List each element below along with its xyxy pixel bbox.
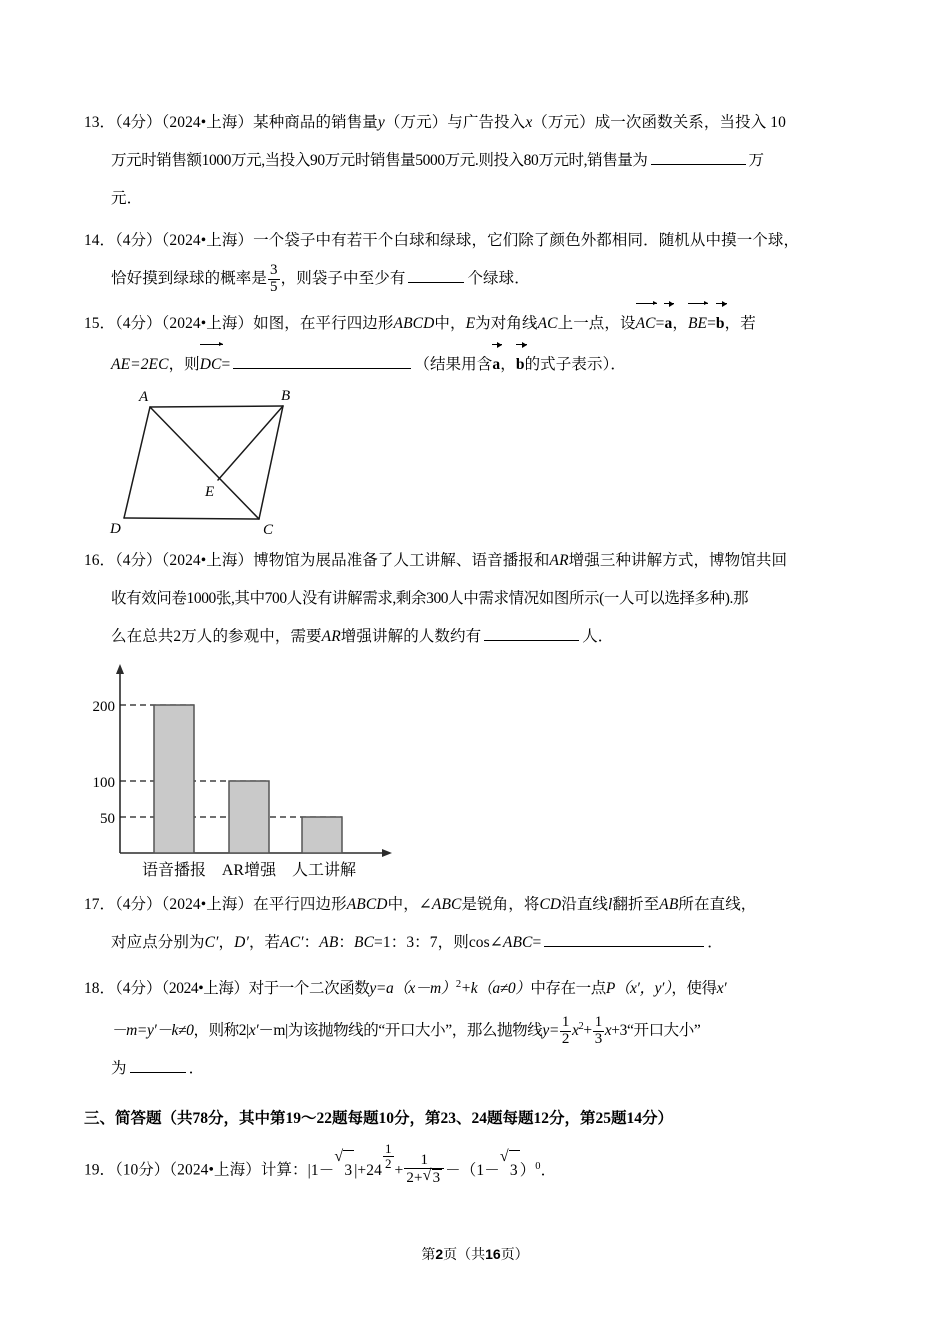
- question-15-number: 15．: [84, 315, 116, 332]
- bar-ar-enhanced: [229, 781, 269, 853]
- footer-middle: 页（共: [443, 1246, 486, 1262]
- x-label-human-guide: 人工讲解: [291, 862, 357, 879]
- question-17-colon-2: ：: [338, 934, 355, 951]
- question-18-points: （4分）: [115, 980, 162, 998]
- question-15-line-2: [84, 343, 874, 384]
- x-axis-arrow: [382, 849, 392, 857]
- vector-dc: DC: [200, 343, 222, 384]
- footer-prefix: 第: [421, 1246, 436, 1262]
- x-label-ar-enhanced: AR增强: [221, 862, 277, 879]
- question-17-line-1: [84, 886, 874, 924]
- vector-be: BE: [688, 302, 707, 343]
- question-15-text-h: 的式子表示）．: [524, 356, 627, 373]
- question-17-text-e: 翻折至: [612, 896, 660, 913]
- question-13-answer-blank[interactable]: [651, 149, 746, 165]
- question-17-answer-blank[interactable]: [544, 931, 704, 947]
- question-18-var-p: P: [605, 980, 615, 998]
- question-18-line-1: [84, 966, 874, 1008]
- question-19-number: 19．: [84, 1161, 116, 1179]
- fraction-numerator: 1: [384, 1141, 392, 1157]
- question-16-text-d: 增强讲解的人数约有: [340, 628, 482, 645]
- expr-tail: ）: [519, 1161, 536, 1179]
- question-17-text-g: 对应点分别为: [111, 934, 205, 951]
- parabola-x-2: x: [604, 1022, 612, 1040]
- question-17-points: （4分）: [115, 896, 162, 913]
- question-15-comma: ，: [672, 315, 688, 332]
- question-15-eq-2: =: [707, 315, 716, 332]
- question-15-ac: AC: [537, 315, 558, 332]
- bar-chart-svg: [84, 660, 414, 882]
- question-16-ar-2: AR: [321, 628, 341, 645]
- question-16-text-b: 增强三种讲解方式，博物馆共回: [568, 552, 788, 569]
- question-16-number: 16．: [84, 552, 116, 569]
- question-13: [84, 104, 874, 218]
- question-13-number: 13．: [84, 114, 116, 131]
- fraction-one-over-two-plus-root-three: [404, 1153, 444, 1187]
- question-14-text-b: 恰好摸到绿球的概率是: [111, 270, 268, 287]
- radicand-b: 3: [432, 1170, 441, 1187]
- question-15-text-c: 为对角线: [475, 315, 538, 332]
- fraction-denominator: 2: [561, 1030, 569, 1047]
- question-17-text-d: 沿直线: [561, 896, 609, 913]
- question-17-ab-2: AB: [319, 934, 339, 951]
- probability-fraction: [268, 263, 280, 295]
- question-16-line-3: [84, 618, 874, 656]
- question-17-d-prime: D′: [234, 934, 249, 951]
- footer-total-pages: 16: [485, 1246, 501, 1262]
- question-18-period: ．: [188, 1060, 205, 1078]
- question-17-comma-1: ，: [218, 934, 235, 951]
- question-15-condition: AE=2EC: [111, 356, 169, 373]
- parabola-plus: +: [583, 1022, 592, 1040]
- question-19-expression: [307, 1141, 557, 1187]
- question-18-cond: －m=y′－k≠0: [111, 1022, 194, 1040]
- question-19: [84, 1142, 874, 1190]
- radical-3-a: [334, 1147, 354, 1190]
- question-18-line-2: [84, 1008, 874, 1050]
- vector-ac: AC: [636, 302, 656, 343]
- question-14-text-a: 一个袋子中有若干个白球和绿球，它们除了颜色外都相同．随机从中摸一个球，: [253, 232, 800, 249]
- parabola-constant: +3: [611, 1022, 627, 1040]
- question-14-number: 14．: [84, 232, 116, 249]
- expr-plus: +: [394, 1161, 404, 1179]
- question-18-text-d: ，则称2|: [193, 1022, 249, 1040]
- question-15-eq-1: =: [655, 315, 665, 332]
- bar-human-guide: [302, 817, 342, 853]
- question-15-text-e: ，若: [724, 315, 756, 332]
- question-17-source: （2024•上海）: [161, 896, 254, 913]
- question-18-eq-y: y=a: [369, 980, 394, 998]
- denominator-prefix: 2+: [406, 1170, 423, 1187]
- question-16-text-a: 博物馆为展品准备了人工讲解、语音播报和: [253, 552, 550, 569]
- question-18-x-prime-2: x′: [248, 1022, 259, 1040]
- edge-cd: [124, 518, 259, 519]
- parallelogram-figure: [84, 386, 874, 538]
- parabola-exponent: 2: [578, 1021, 584, 1033]
- radical-sign-icon: √: [422, 1167, 432, 1185]
- question-17-abc-2: ABC: [502, 934, 533, 951]
- vertex-label-d: D: [110, 521, 121, 537]
- fraction-denominator: 3: [594, 1030, 602, 1047]
- question-18-text-g: 为: [111, 1060, 127, 1078]
- question-14-answer-blank[interactable]: [408, 267, 464, 283]
- edge-ab: [150, 406, 283, 407]
- question-13-text-b: （万元）与广告投入: [384, 114, 526, 131]
- question-19-label: 计算：: [260, 1161, 308, 1179]
- question-15-text-g: （结果用含: [414, 356, 493, 373]
- question-17-ac-prime: AC′: [280, 934, 304, 951]
- question-17-colon-1: ：: [303, 934, 320, 951]
- question-15-answer-blank[interactable]: [233, 353, 411, 369]
- question-18-text-c: ，使得: [671, 980, 717, 998]
- question-13-points: （4分）: [115, 114, 162, 131]
- page-footer: [0, 1244, 950, 1264]
- section-heading-short-answer: 三、简答题（共78分，其中第19～22题每题10分，第23、24题每题12分，第25题14分）: [84, 1110, 674, 1128]
- question-17: [84, 886, 874, 962]
- vertex-label-b: B: [281, 388, 291, 404]
- question-17-bc: BC: [354, 934, 375, 951]
- exponent-one-half: [383, 1142, 394, 1170]
- vector-a-2: a: [492, 343, 500, 384]
- question-17-abc: ABC: [431, 896, 462, 913]
- question-15-comma-2: ，: [500, 356, 516, 373]
- parabola-x-1: x: [572, 1022, 579, 1040]
- fraction-numerator: 1: [420, 1151, 429, 1168]
- parallelogram-svg: [84, 386, 344, 538]
- question-17-line-2: [84, 924, 874, 962]
- edge-da: [124, 407, 150, 518]
- bar-chart-figure: [84, 660, 874, 882]
- question-17-abcd: ABCD: [346, 896, 388, 913]
- question-13-line-3: 元．: [111, 190, 143, 207]
- question-18-eq-2: +k: [460, 980, 478, 998]
- question-18-source: （2024•上海）: [161, 980, 249, 998]
- question-18-text-a: 对于一个二次函数: [248, 980, 370, 998]
- question-19-points: （10分）: [115, 1161, 170, 1179]
- question-18-number: 18．: [84, 980, 116, 998]
- fraction-numerator: 3: [270, 261, 278, 278]
- question-15-text-a: 如图，在平行四边形: [253, 315, 394, 332]
- question-17-cd: CD: [539, 896, 562, 913]
- question-16-text-e: 人．: [582, 628, 614, 645]
- parabola-y-eq: y=: [542, 1022, 559, 1040]
- question-13-text-c: （万元）成一次函数关系，当投入 10: [532, 114, 786, 131]
- radicand-c: 3: [509, 1150, 520, 1190]
- question-14-source: （2024•上海）: [161, 232, 254, 249]
- expr-minus: －（1－: [445, 1161, 500, 1179]
- question-13-var-x: x: [525, 114, 533, 131]
- question-17-c-prime: C′: [204, 934, 219, 951]
- question-13-line-2: [84, 142, 874, 180]
- radical-sign-icon: √: [499, 1147, 509, 1165]
- question-13-var-y: y: [377, 114, 385, 131]
- fraction-denominator: 2: [384, 1155, 392, 1171]
- question-17-text-b: 中，∠: [387, 896, 432, 913]
- page-content: [84, 104, 874, 1194]
- question-15: [84, 302, 874, 538]
- footer-page-number: 2: [435, 1246, 444, 1262]
- question-15-text-d: 上一点，设: [557, 315, 636, 332]
- question-14-line-2: [84, 260, 874, 298]
- radical-sign-icon: √: [334, 1147, 344, 1165]
- fraction-denominator: [404, 1168, 444, 1187]
- question-17-text-f: 所在直线，: [678, 896, 757, 913]
- radical-3-b: [423, 1169, 443, 1187]
- question-18-text-e: －m|为该抛物线的“开口大小”，那么抛物线: [258, 1022, 543, 1040]
- question-16-text-c: 么在总共2万人的参观中，需要: [111, 628, 322, 645]
- question-19-source: （2024•上海）: [169, 1161, 261, 1179]
- question-17-period: ．: [707, 934, 723, 951]
- question-15-source: （2024•上海）: [161, 315, 254, 332]
- question-14-text-c: ，则袋子中至少有: [280, 270, 406, 287]
- vertex-label-c: C: [263, 522, 274, 538]
- vector-b-2: b: [516, 343, 525, 384]
- question-16: [84, 542, 874, 882]
- question-16-line-1: [84, 542, 874, 580]
- vector-a: a: [664, 302, 672, 343]
- fraction-denominator: 5: [270, 278, 278, 295]
- diagonal-ac: [150, 407, 259, 519]
- y-tick-label-50: 50: [100, 811, 115, 827]
- y-tick-label-100: 100: [92, 775, 115, 791]
- question-15-eq-3: =: [221, 356, 231, 373]
- question-14-text-d: 个绿球．: [467, 270, 530, 287]
- question-15-var-e: E: [465, 315, 476, 332]
- question-14: [84, 222, 874, 298]
- question-15-line-1: [84, 302, 874, 343]
- question-15-points: （4分）: [115, 315, 162, 332]
- segment-be: [218, 406, 283, 480]
- question-13-text-e: 万: [748, 152, 764, 169]
- question-15-text-f: ，则: [168, 356, 200, 373]
- question-17-text-c: 是锐角，将: [461, 896, 540, 913]
- question-18-eq-1: （x－m）: [393, 980, 456, 998]
- question-18-answer-blank[interactable]: [130, 1057, 186, 1073]
- bar-voice-broadcast: [154, 705, 194, 853]
- question-16-ar-1: AR: [549, 552, 569, 569]
- question-16-answer-blank[interactable]: [484, 625, 579, 641]
- question-14-points: （4分）: [115, 232, 162, 249]
- question-15-abcd: ABCD: [393, 315, 435, 332]
- expr-exponent-zero: 0: [535, 1160, 541, 1172]
- x-label-voice-broadcast: 语音播报: [141, 862, 207, 879]
- vertex-label-a: A: [139, 389, 149, 405]
- y-axis-arrow: [116, 664, 124, 674]
- question-18-line-3: [84, 1050, 874, 1088]
- radicand-a: 3: [343, 1150, 354, 1190]
- question-16-source: （2024•上海）: [161, 552, 254, 569]
- question-18: [84, 966, 874, 1088]
- footer-suffix: 页）: [500, 1246, 529, 1262]
- question-17-text-h: ，若: [248, 934, 281, 951]
- question-16-line-2: 收有效问卷1000张,其中700人没有讲解需求,剩余300人中需求情况如图所示(一人可以选择多种).那: [111, 590, 749, 607]
- question-17-line-l: l: [608, 896, 613, 913]
- question-17-ab: AB: [659, 896, 679, 913]
- question-18-text-f: “开口大小”: [626, 1022, 701, 1040]
- vector-b: b: [716, 302, 725, 343]
- fraction-numerator: 1: [561, 1014, 569, 1031]
- question-17-text-a: 在平行四边形: [253, 896, 347, 913]
- question-18-x-prime: x′: [716, 980, 727, 998]
- question-18-text-b: 中存在一点: [530, 980, 606, 998]
- expr-period: ．: [540, 1161, 557, 1179]
- question-13-line-1: [84, 104, 874, 142]
- question-18-eq-sup: 2: [455, 979, 461, 990]
- edge-bc: [259, 406, 283, 519]
- question-17-eq: =: [532, 934, 542, 951]
- vertex-label-e: E: [205, 484, 215, 500]
- question-17-number: 17．: [84, 896, 116, 913]
- question-14-line-1: [84, 222, 874, 260]
- question-18-eq-4: （x′，y′）: [614, 980, 672, 998]
- fraction-numerator: 1: [594, 1014, 602, 1031]
- question-13-source: （2024•上海）: [161, 114, 254, 131]
- question-18-eq-3: （a≠0）: [477, 980, 531, 998]
- expr-abs-close: |+24: [354, 1161, 382, 1179]
- question-19-line-1: [84, 1142, 874, 1190]
- question-15-text-b: 中，: [434, 315, 466, 332]
- question-13-text-d: 万元时销售额1000万元,当投入90万元时销售量5000万元.则投入80万元时,销售量为: [111, 152, 648, 169]
- y-tick-label-200: 200: [92, 699, 115, 715]
- parabola-coefficient-b: [593, 1015, 604, 1047]
- parabola-coefficient-a: [560, 1015, 571, 1047]
- question-13-text-a: 某种商品的销售量: [253, 114, 378, 131]
- expr-abs-open: |1－: [307, 1161, 335, 1179]
- radical-3-c: [499, 1147, 520, 1190]
- question-17-text-i: =1：3：7，则cos∠: [374, 934, 503, 951]
- question-16-points: （4分）: [115, 552, 162, 569]
